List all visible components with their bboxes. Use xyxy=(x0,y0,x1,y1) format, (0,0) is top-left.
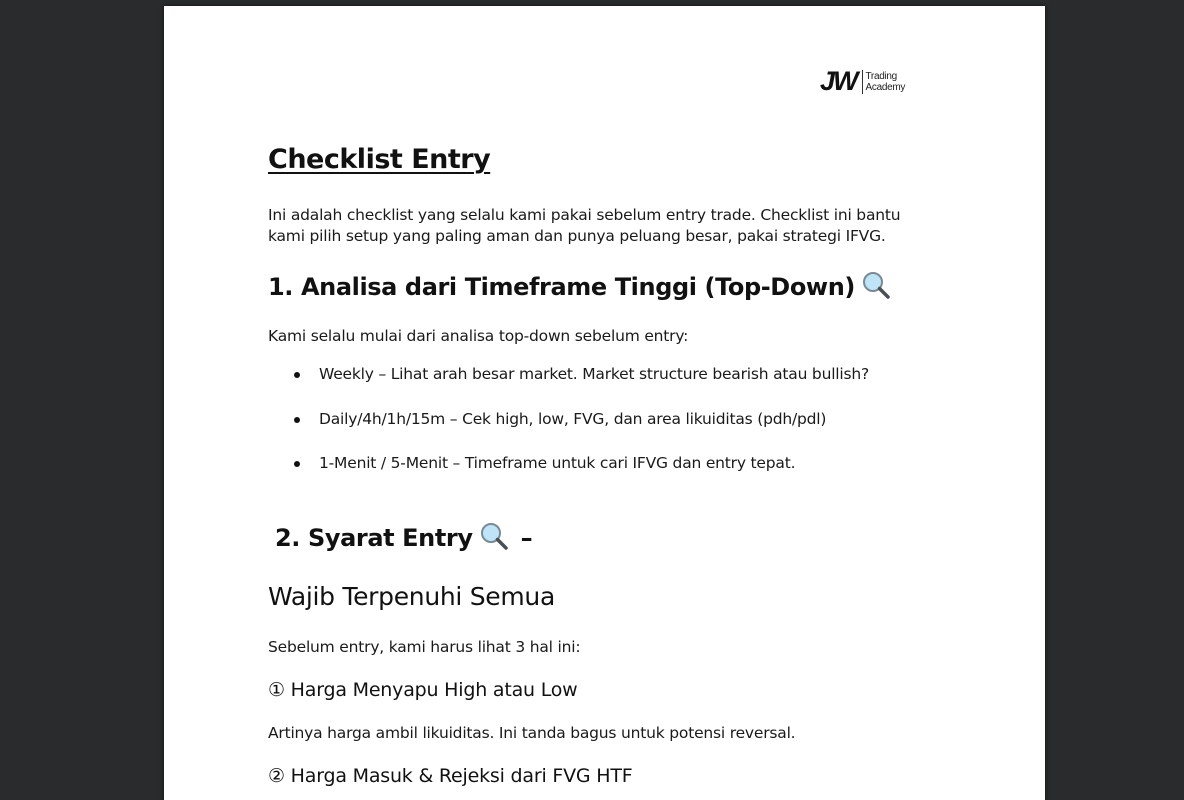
section-2-heading xyxy=(275,521,532,557)
intro-line-1: Ini adalah checklist yang selalu kami pakai sebelum entry trade. Checklist ini bantu xyxy=(268,206,901,224)
logo-text xyxy=(866,71,906,93)
brand-logo xyxy=(820,68,905,95)
section-1-heading xyxy=(268,270,891,306)
document-page xyxy=(164,6,1045,800)
section-1-heading-text: 1. Analisa dari Timeframe Tinggi (Top-Down) xyxy=(268,273,855,301)
intro-line-2: kami pilih setup yang paling aman dan punya peluang besar, pakai strategi IFVG. xyxy=(268,227,886,245)
bullet-dot xyxy=(294,372,300,378)
section-2-heading-text: 2. Syarat Entry xyxy=(275,524,473,552)
section-2-heading-suffix: – xyxy=(520,524,533,552)
section-1-lead: Kami selalu mulai dari analisa top-down sebelum entry: xyxy=(268,327,689,345)
document-title: Checklist Entry xyxy=(268,144,491,175)
logo-line-1: Trading xyxy=(865,70,897,82)
list-item xyxy=(294,364,869,409)
section-2-subheading: Wajib Terpenuhi Semua xyxy=(268,582,555,611)
list-item-text: Daily/4h/1h/15m – Cek high, low, FVG, dan area likuiditas (pdh/pdl) xyxy=(319,409,827,428)
section-2-lead: Sebelum entry, kami harus lihat 3 hal ini: xyxy=(268,638,581,656)
logo-mark: JW xyxy=(820,66,857,96)
logo-line-2: Academy xyxy=(865,81,906,93)
bullet-dot xyxy=(294,461,300,467)
magnifying-glass-icon xyxy=(861,270,891,306)
magnifying-glass-icon xyxy=(479,521,509,557)
requirement-1-title: ① Harga Menyapu High atau Low xyxy=(268,679,578,701)
logo-divider xyxy=(862,70,863,94)
requirement-2-title: ② Harga Masuk & Rejeksi dari FVG HTF xyxy=(268,765,633,787)
list-item xyxy=(294,409,869,454)
list-item-text: Weekly – Lihat arah besar market. Market structure bearish atau bullish? xyxy=(319,365,870,383)
timeframe-list xyxy=(294,364,869,498)
list-item-text: 1-Menit / 5-Menit – Timeframe untuk cari IFVG dan entry tepat. xyxy=(319,454,796,472)
bullet-dot xyxy=(294,417,300,423)
requirement-1-text: Artinya harga ambil likuiditas. Ini tanda bagus untuk potensi reversal. xyxy=(268,724,796,742)
list-item xyxy=(294,453,869,498)
